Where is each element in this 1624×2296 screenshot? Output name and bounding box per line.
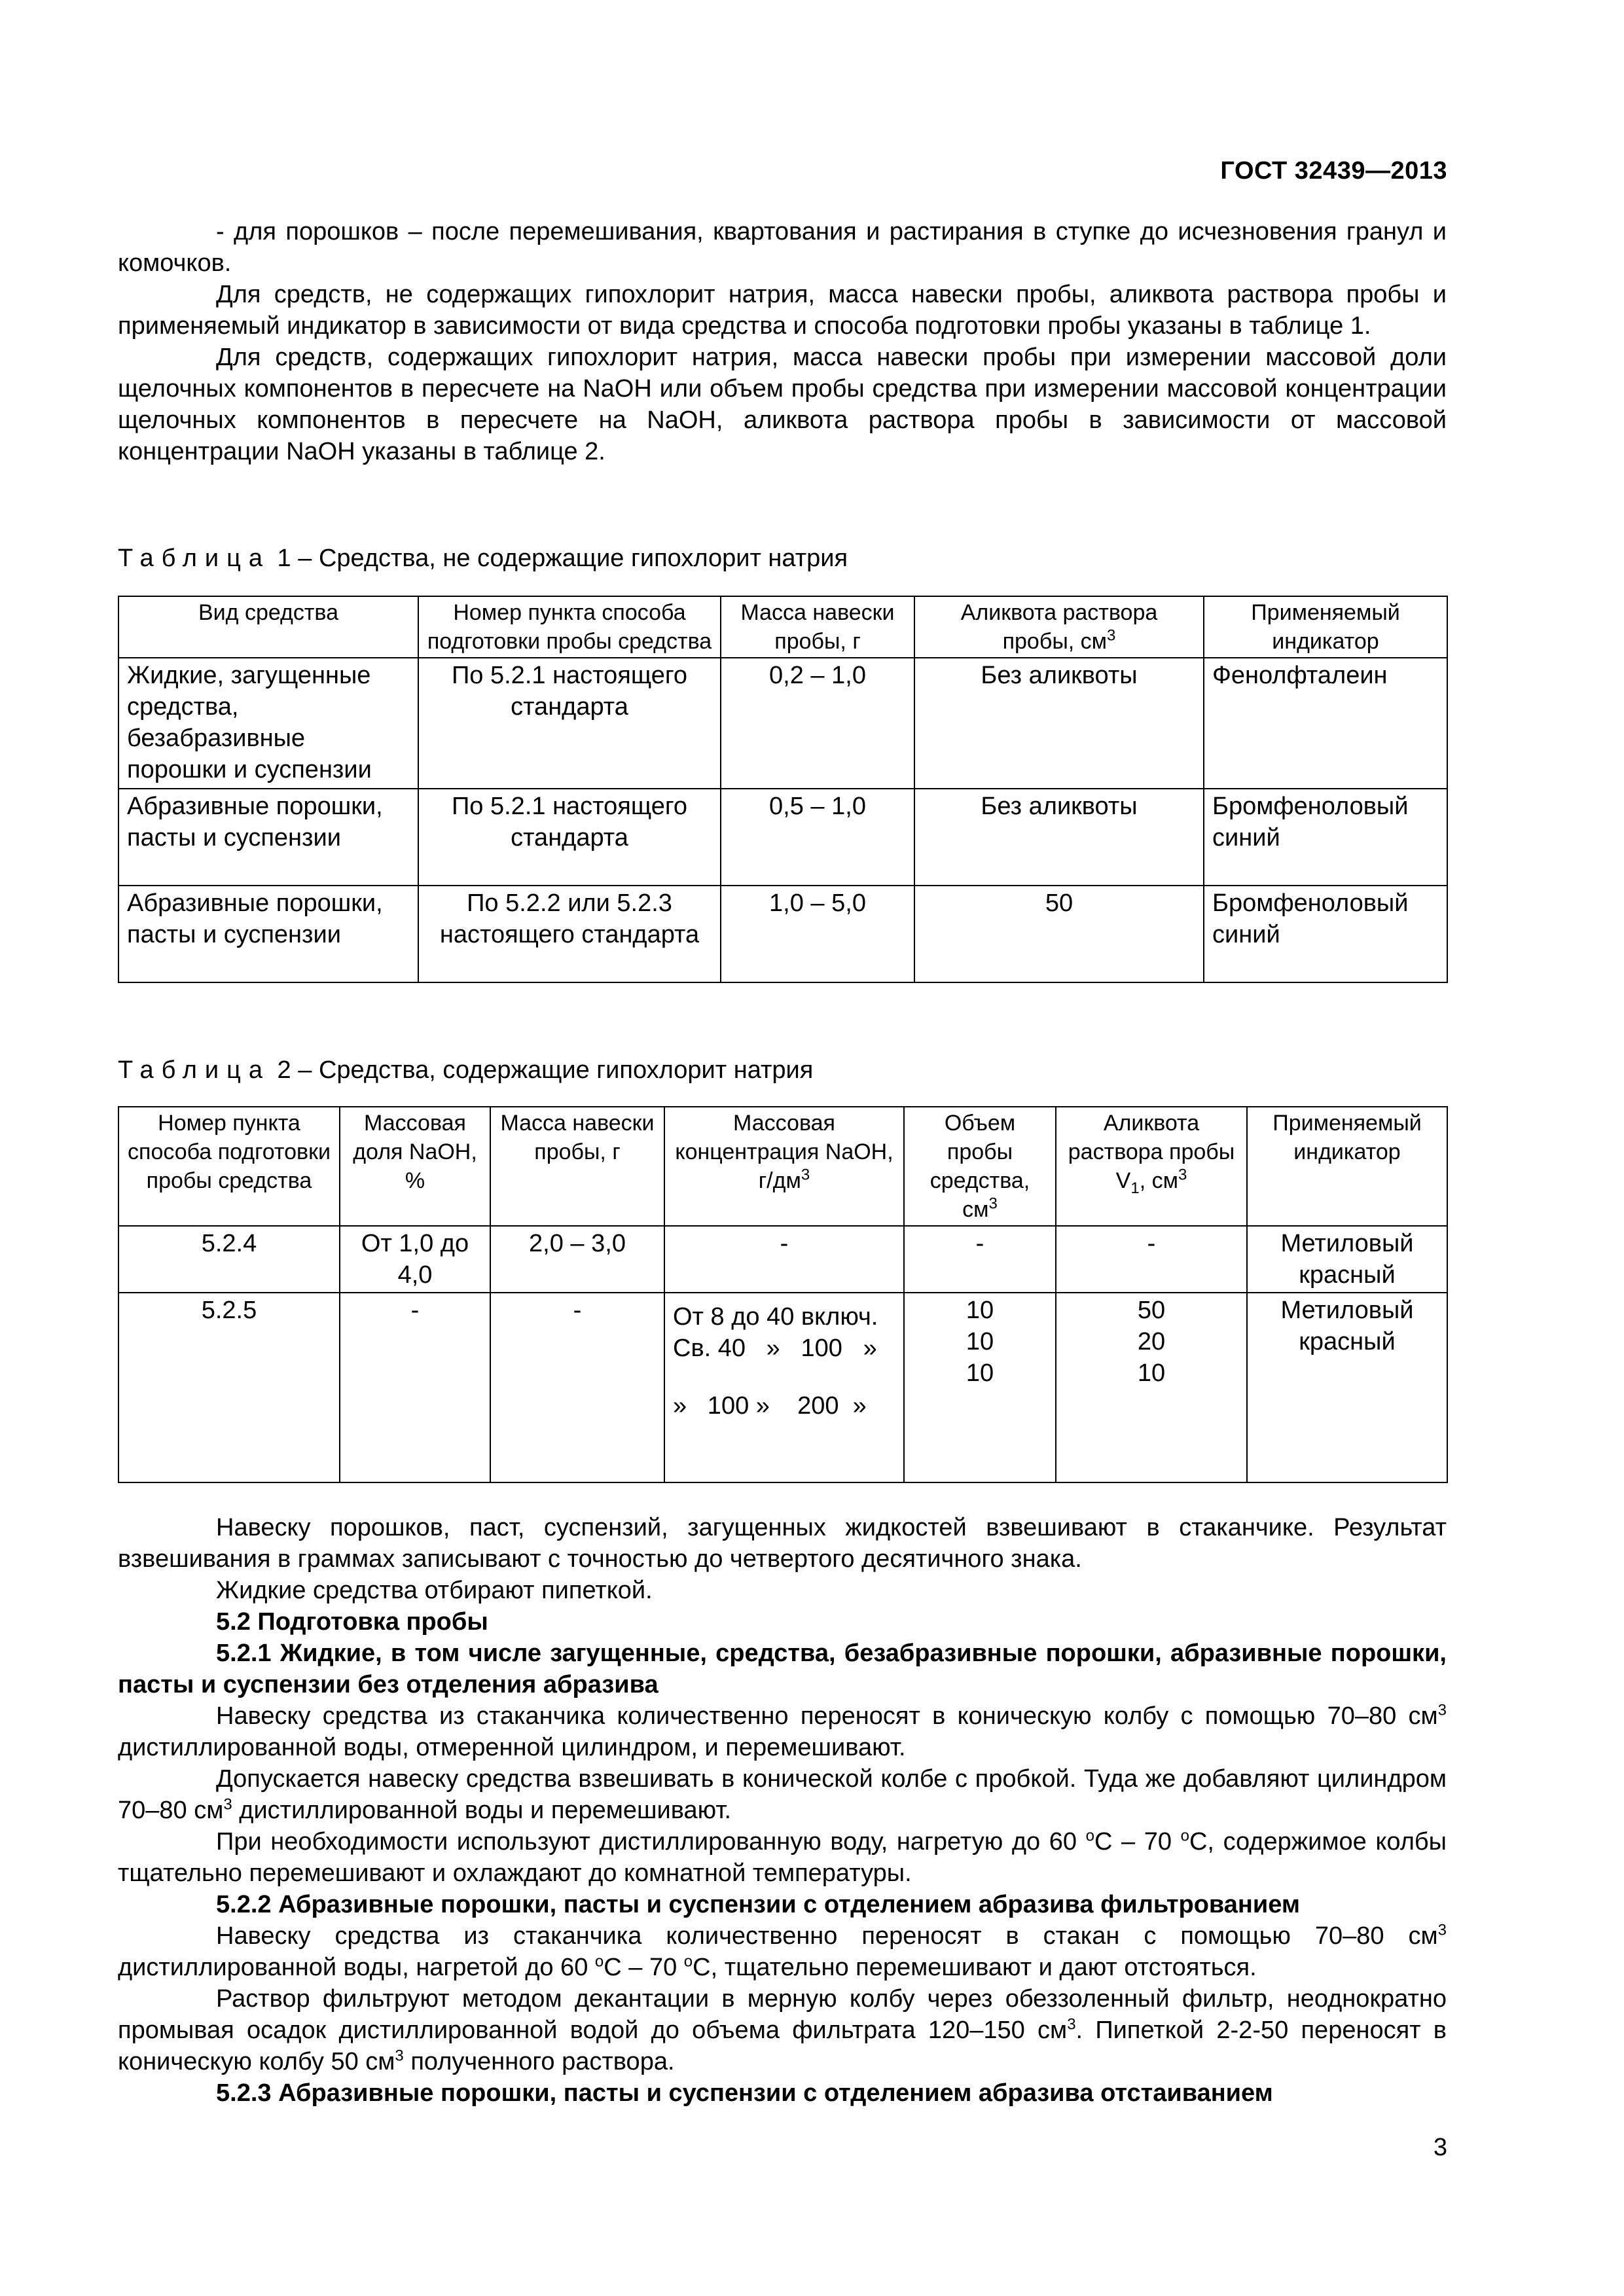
table1-caption: Таблица 1 – Средства, не содержащие гипохлорит натрия	[118, 545, 848, 572]
table-cell: 0,5 – 1,0	[721, 789, 914, 886]
table-cell: По 5.2.2 или 5.2.3 настоящего стандарта	[418, 886, 721, 982]
table2-header-cell: Объем пробы средства, $см^3$	[904, 1107, 1056, 1226]
paragraph: Раствор фильтруют методом декантации в мерную колбу через обеззоленный фильтр, неоднократно промывая осадок дистиллированной водой до объема фильтрата 120–150 $см^3$. Пипеткой 2-2-50 переносят в коническую колбу 50 $см^3$ полученного раствора.	[118, 1985, 1447, 2075]
paragraph: Навеску порошков, паст, суспензий, загущенных жидкостей взвешивают в стаканчике. Результат взвешивания в граммах записывают с точностью до четвертого десятичного знака.	[118, 1514, 1447, 1573]
table-cell: -	[1056, 1226, 1247, 1293]
table-cell: -	[904, 1226, 1056, 1293]
table2	[118, 1106, 1448, 1483]
volume-value: 10	[965, 1359, 994, 1387]
table2-caption: Таблица 2 – Средства, содержащие гипохлорит натрия	[118, 1056, 814, 1084]
table1	[118, 596, 1448, 983]
table2-header-row	[118, 1107, 1447, 1226]
paragraph: При необходимости используют дистиллированную воду, нагретую до 60 $^о$С – 70 $^о$С, содержимое колбы тщательно перемешивают и охлаждают до комнатной температуры.	[118, 1827, 1447, 1887]
table1-header-row	[118, 596, 1447, 658]
table2-header-cell: Масса навески пробы, г	[490, 1107, 664, 1226]
aliquot-value: 20	[1137, 1328, 1166, 1355]
table-cell: Без аликвоты	[914, 658, 1204, 789]
volume-value: 10	[965, 1328, 994, 1355]
table-cell: Фенолфталеин	[1204, 658, 1447, 789]
table-cell: 50	[914, 886, 1204, 982]
aliquot-value: 10	[1137, 1359, 1166, 1387]
table-row	[118, 789, 1447, 886]
table-row	[118, 658, 1447, 789]
section-heading-5-2-2: 5.2.2 Абразивные порошки, пасты и суспензии с отделением абразива фильтрованием	[216, 1891, 1300, 1918]
table2-header-cell: Применяемый индикатор	[1247, 1107, 1447, 1226]
table-cell: -	[664, 1226, 904, 1293]
table-row	[118, 886, 1447, 982]
intro-paragraph-3: Для средств, содержащих гипохлорит натрия, масса навески пробы при измерении массовой доли щелочных компонентов в пересчете на NaOH или объем пробы средства при измерении массовой концентрации щелочных компонентов в пересчете на NaOH, аликвота раствора пробы в зависимости от массовой концентрации NaOH указаны в таблице 2.	[118, 344, 1447, 465]
table-cell: 1,0 – 5,0	[721, 886, 914, 982]
table-row	[118, 1226, 1447, 1293]
table2-header-cell: Массовая доля NaOH, %	[340, 1107, 490, 1226]
body-text	[118, 1512, 1447, 2109]
table1-header-cell: Применяемый индикатор	[1204, 596, 1447, 658]
table2-header-cell: Массовая концентрация NaOH, $г/дм^3$	[664, 1107, 904, 1226]
table-cell: По 5.2.1 настоящего стандарта	[418, 658, 721, 789]
table-cell	[1056, 1293, 1247, 1482]
table-cell: 2,0 – 3,0	[490, 1226, 664, 1293]
intro-paragraph-2: Для средств, не содержащих гипохлорит натрия, масса навески пробы, аликвота раствора пробы и применяемый индикатор в зависимости от вида средства и способа подготовки пробы указаны в таблице 1.	[118, 281, 1447, 340]
table2-header-cell: Номер пункта способа подготовки пробы средства	[118, 1107, 340, 1226]
table-cell: Метиловый красный	[1247, 1226, 1447, 1293]
table-cell: Бромфеноловый синий	[1204, 886, 1447, 982]
document-header: ГОСТ 32439—2013	[1220, 157, 1447, 185]
section-heading-5-2: 5.2 Подготовка пробы	[216, 1608, 488, 1636]
volume-value: 10	[965, 1297, 994, 1324]
table-cell: Метиловый красный	[1247, 1293, 1447, 1482]
table-cell: От 1,0 до 4,0	[340, 1226, 490, 1293]
page-number: 3	[1433, 2134, 1447, 2161]
paragraph: Навеску средства из стаканчика количественно переносят в стакан с помощью 70–80 $см^3$ дистиллированной воды, нагретой до 60 $^о$С – 70 $^о$С, тщательно перемешивают и дают отстояться.	[118, 1921, 1447, 1981]
table-cell	[904, 1293, 1056, 1482]
table-cell: Жидкие, загущенные средства, безабразивные порошки и суспензии	[118, 658, 418, 789]
table1-header-cell: Масса навески пробы, г	[721, 596, 914, 658]
table-row	[118, 1293, 1447, 1482]
table-cell	[664, 1293, 904, 1482]
table-cell: Абразивные порошки, пасты и суспензии	[118, 886, 418, 982]
table-cell: -	[340, 1293, 490, 1482]
table-cell: Бромфеноловый синий	[1204, 789, 1447, 886]
table-cell: Без аликвоты	[914, 789, 1204, 886]
concentration-range: Св. 40 » 100 »	[673, 1335, 877, 1362]
table-cell: 5.2.5	[118, 1293, 340, 1482]
aliquot-value: 50	[1137, 1297, 1166, 1324]
paragraph: Допускается навеску средства взвешивать в конической колбе с пробкой. Туда же добавляют цилиндром 70–80 $см^3$ дистиллированной воды и перемешивают.	[118, 1765, 1447, 1824]
table1-header-cell: Номер пункта способа подготовки пробы средства	[418, 596, 721, 658]
paragraph: Жидкие средства отбирают пипеткой.	[216, 1577, 653, 1604]
table-cell: 0,2 – 1,0	[721, 658, 914, 789]
table-cell: -	[490, 1293, 664, 1482]
paragraph: Навеску средства из стаканчика количественно переносят в коническую колбу с помощью 70–80 $см^3$ дистиллированной воды, отмеренной цилиндром, и перемешивают.	[118, 1701, 1447, 1761]
table2-header-cell: Аликвота раствора пробы $V_1$, $см^3$	[1056, 1107, 1247, 1226]
section-heading-5-2-1: 5.2.1 Жидкие, в том числе загущенные, средства, безабразивные порошки, абразивные порошки, пасты и суспензии без отделения абразива	[118, 1640, 1447, 1698]
concentration-range: » 100 » 200 »	[673, 1392, 867, 1420]
table-cell: Абразивные порошки, пасты и суспензии	[118, 789, 418, 886]
table1-header-cell: Аликвота раствора пробы, $см^3$	[914, 596, 1204, 658]
table1-header-cell: Вид средства	[118, 596, 418, 658]
table-cell: По 5.2.1 настоящего стандарта	[418, 789, 721, 886]
intro-text	[118, 216, 1447, 467]
table-cell: 5.2.4	[118, 1226, 340, 1293]
concentration-range: От 8 до 40 включ.	[673, 1303, 878, 1331]
intro-paragraph-1: - для порошков – после перемешивания, квартования и растирания в ступке до исчезновения гранул и комочков.	[118, 218, 1447, 277]
section-heading-5-2-3: 5.2.3 Абразивные порошки, пасты и суспензии с отделением абразива отстаиванием	[216, 2079, 1273, 2107]
